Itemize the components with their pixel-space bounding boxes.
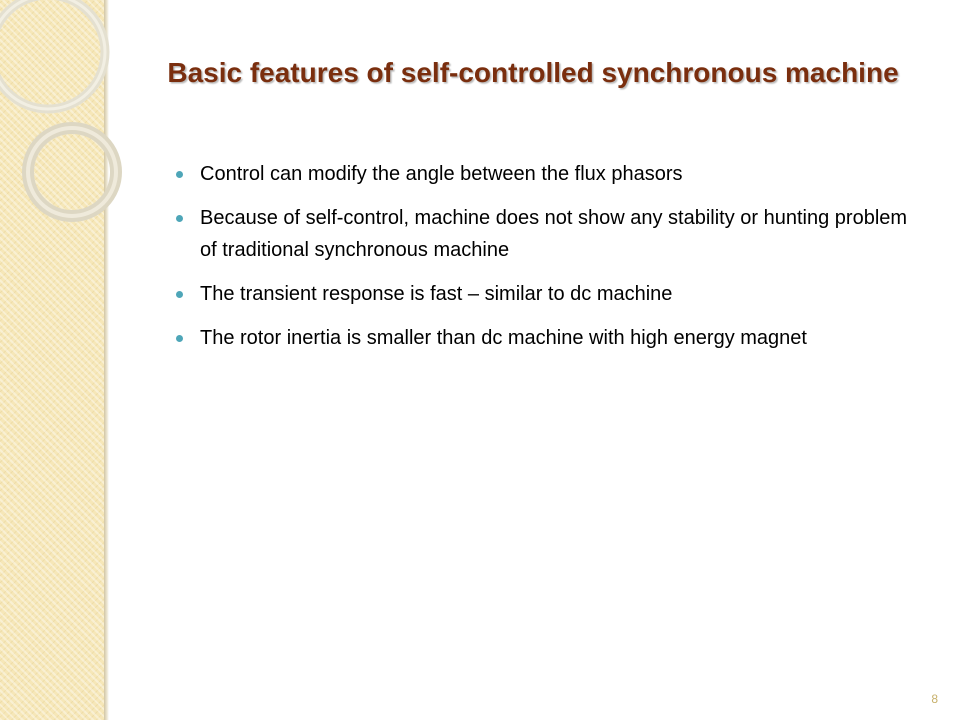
bullet-text: The transient response is fast – similar to dc machine — [200, 283, 673, 305]
bullet-text: The rotor inertia is smaller than dc machine with high energy magnet — [200, 327, 807, 349]
bullet-marker-icon — [176, 215, 183, 222]
bullet-marker-icon — [176, 171, 183, 178]
bullet-marker-icon — [176, 291, 183, 298]
bullet-item — [175, 322, 915, 354]
bullet-item — [175, 158, 915, 190]
bullet-text: Because of self-control, machine does not show any stability or hunting problem of traditional synchronous machine — [200, 207, 908, 261]
bullet-item — [175, 278, 915, 310]
small-ring-highlight — [28, 128, 116, 216]
bullet-list — [175, 158, 915, 366]
bullet-marker-icon — [176, 335, 183, 342]
bullet-item — [175, 202, 915, 266]
slide-title: Basic features of self-controlled synchronous machine — [167, 57, 899, 88]
bullet-text: Control can modify the angle between the flux phasors — [200, 163, 683, 185]
page-number: 8 — [931, 692, 938, 706]
